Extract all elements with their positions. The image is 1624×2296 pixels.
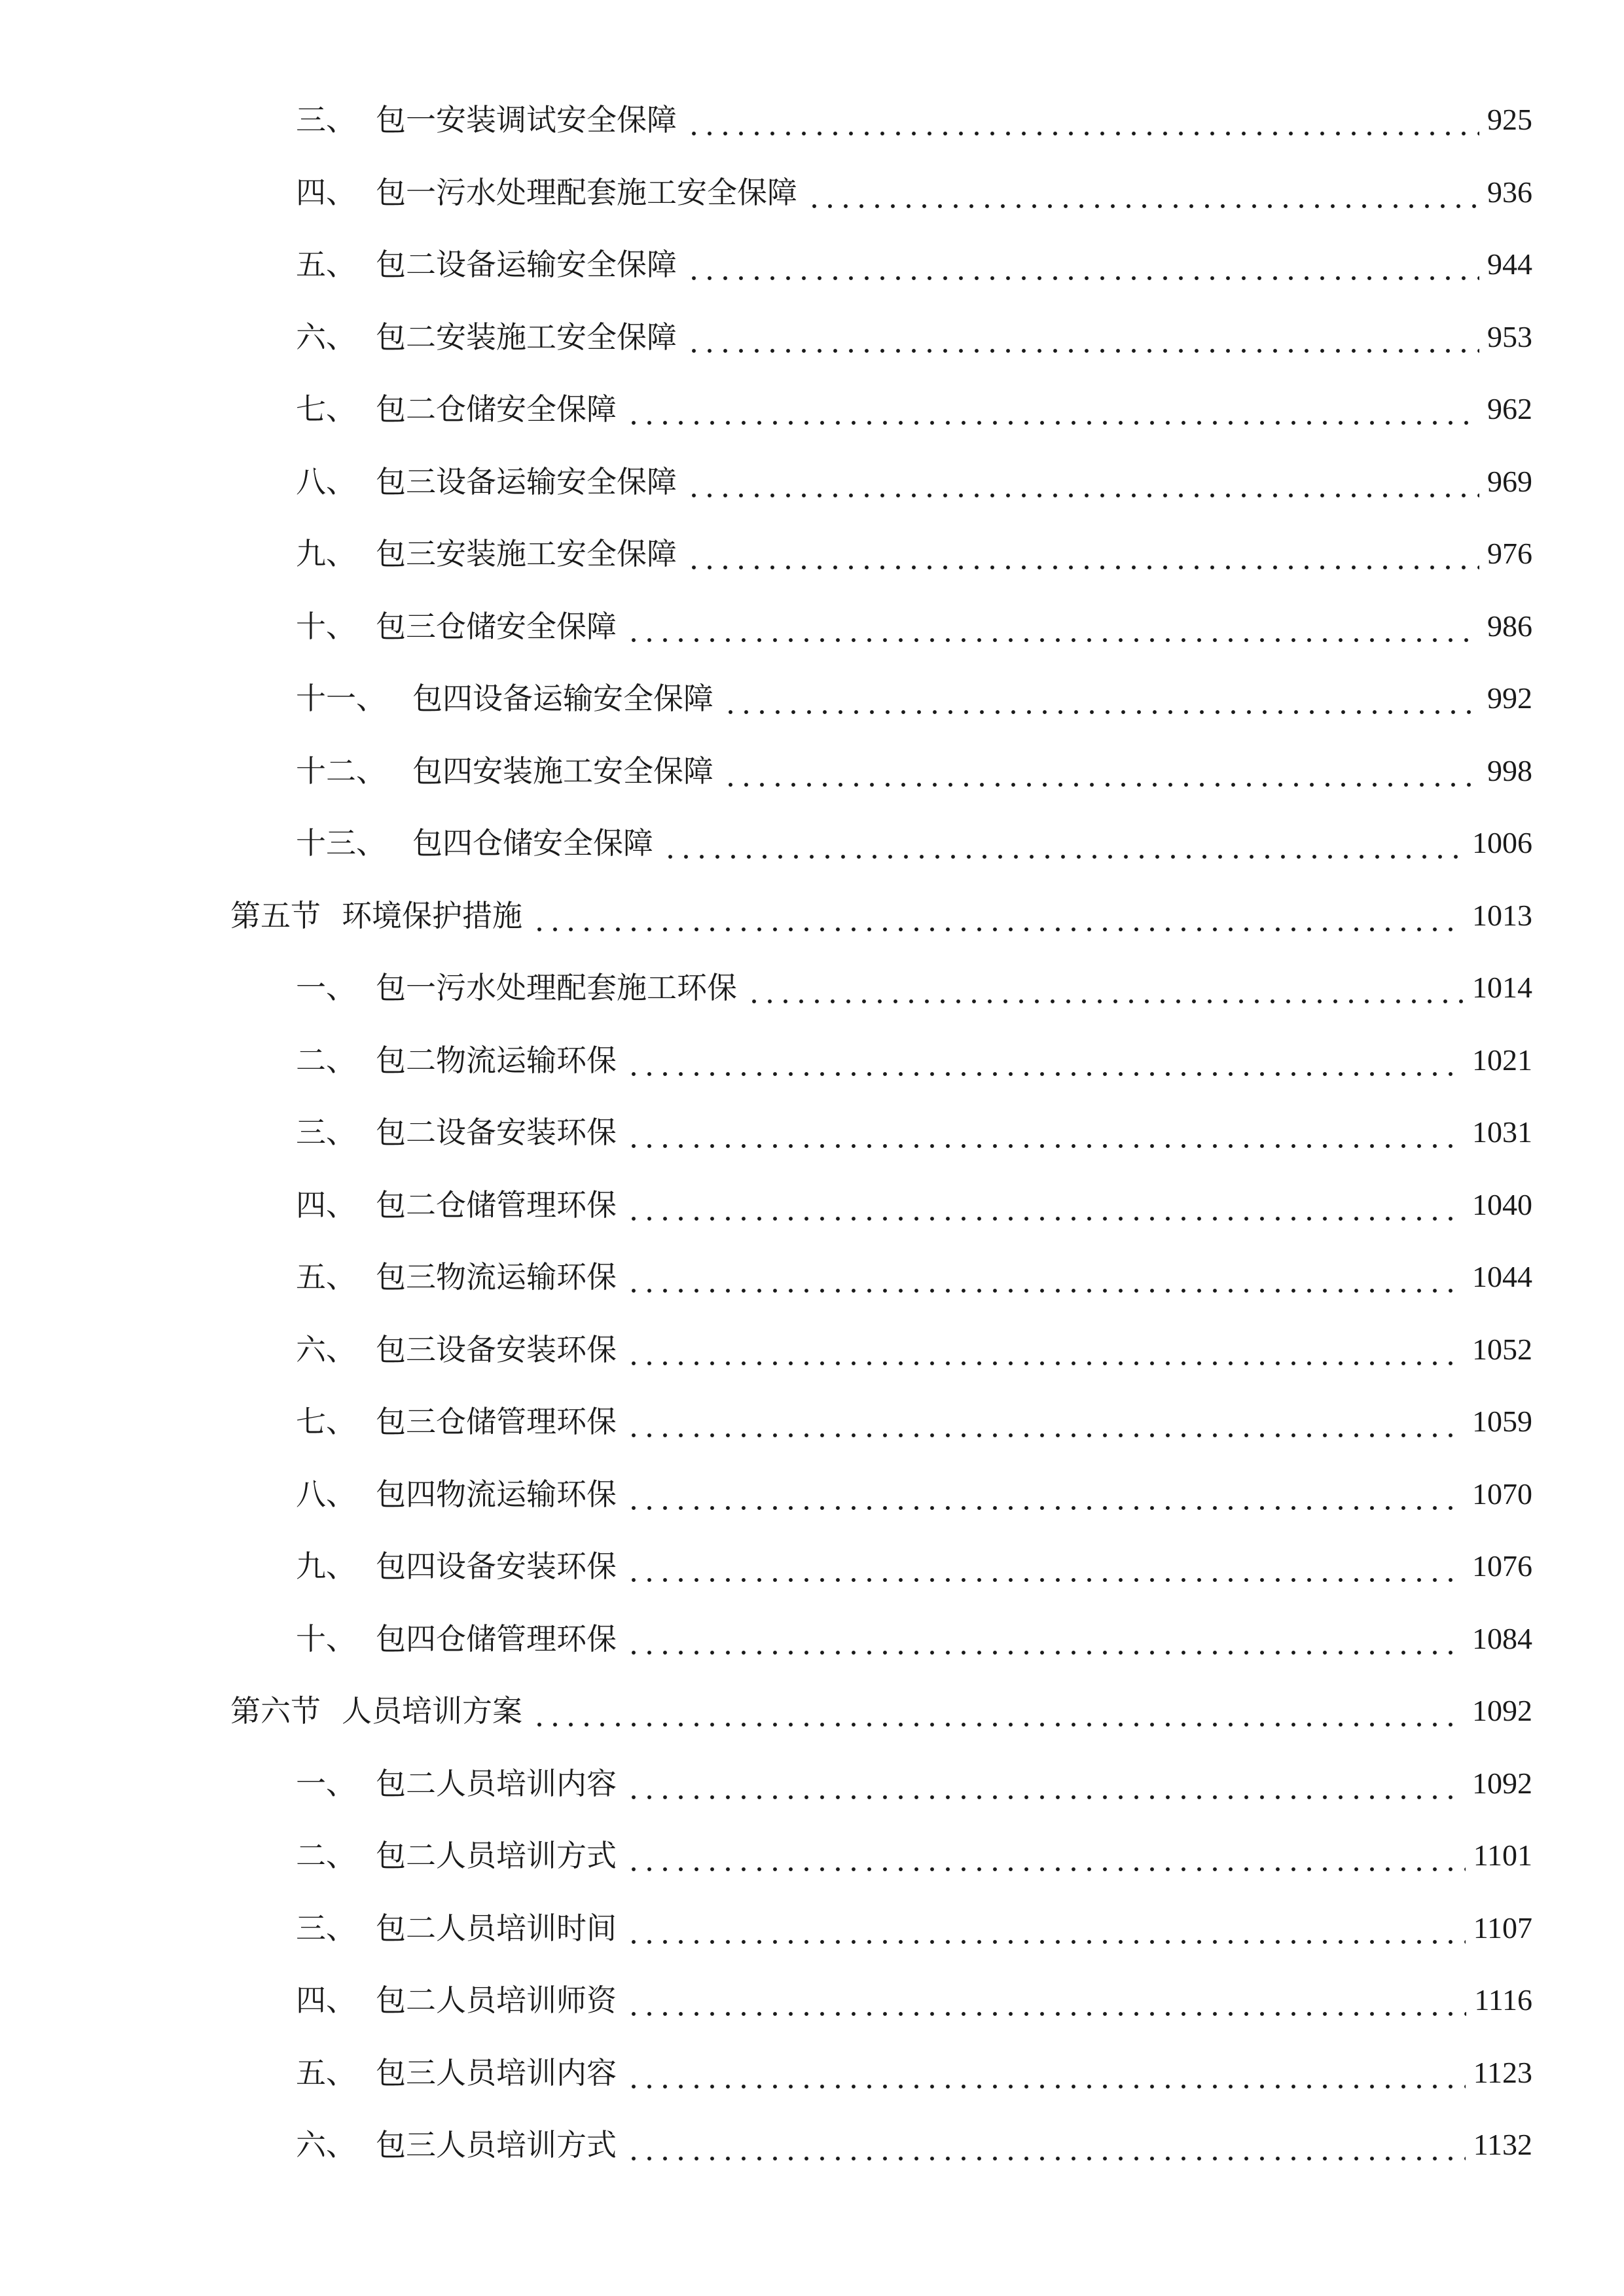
toc-entry-page-number: 1076 — [1472, 1549, 1532, 1583]
toc-entry-page-number: 1092 — [1472, 1694, 1532, 1727]
toc-entry-title: 包四物流运输环保 — [376, 1476, 617, 1512]
dot-leader — [626, 1609, 1464, 1668]
dot-leader — [626, 1899, 1466, 1958]
toc-entry[interactable] — [296, 1320, 1532, 1379]
toc-entry-title: 包二安装施工安全保障 — [376, 319, 677, 355]
toc-entry-page-number: 976 — [1487, 537, 1532, 570]
toc-entry[interactable] — [296, 1247, 1532, 1306]
toc-entry-title: 包三安装施工安全保障 — [376, 536, 677, 571]
toc-entry-page-number: 1059 — [1472, 1405, 1532, 1438]
toc-entry-title: 包三人员培训内容 — [376, 2054, 617, 2090]
dot-leader — [626, 380, 1479, 439]
dot-leader — [626, 1320, 1464, 1379]
toc-entry-number: 六、 — [296, 2127, 356, 2162]
toc-entry-title: 人员培训方案 — [342, 1693, 522, 1729]
toc-entry-page-number: 944 — [1487, 247, 1532, 281]
toc-entry-number: 三、 — [296, 1910, 356, 1946]
toc-entry-number: 七、 — [296, 391, 356, 427]
toc-entry[interactable] — [296, 1754, 1532, 1813]
dot-leader — [686, 235, 1479, 294]
dot-leader — [746, 958, 1464, 1017]
dot-leader — [626, 2115, 1466, 2174]
toc-entry-page-number: 925 — [1487, 103, 1532, 136]
dot-leader — [686, 524, 1479, 583]
toc-entry-number: 一、 — [296, 1765, 356, 1801]
toc-entry-title: 包二人员培训方式 — [376, 1838, 617, 1873]
toc-entry-number: 二、 — [296, 1042, 356, 1078]
toc-entry[interactable] — [296, 1826, 1532, 1885]
toc-entry[interactable] — [296, 2043, 1532, 2102]
toc-entry-number: 五、 — [296, 1259, 356, 1295]
dot-leader — [626, 1754, 1464, 1813]
toc-entry[interactable] — [296, 1031, 1532, 1090]
toc-entry-page-number: 1116 — [1474, 1983, 1532, 2017]
toc-entry[interactable] — [296, 958, 1532, 1017]
toc-entry-page-number: 1092 — [1472, 1766, 1532, 1800]
toc-entry-page-number: 1084 — [1472, 1621, 1532, 1655]
dot-leader — [532, 886, 1464, 945]
dot-leader — [626, 1392, 1464, 1451]
dot-leader — [686, 308, 1479, 367]
toc-entry-number: 第五节 — [230, 897, 321, 933]
toc-entry-title: 包二仓储管理环保 — [376, 1187, 617, 1223]
toc-entry-number: 第六节 — [230, 1693, 321, 1729]
toc-entry-title: 包四仓储安全保障 — [412, 825, 653, 861]
toc-entry-page-number: 1044 — [1472, 1260, 1532, 1293]
toc-entry-title: 包二人员培训内容 — [376, 1765, 617, 1801]
toc-entry-page-number: 1132 — [1473, 2128, 1532, 2161]
toc-entry-title: 包四安装施工安全保障 — [412, 753, 713, 789]
toc-entry[interactable] — [296, 163, 1532, 222]
toc-entry[interactable] — [296, 1971, 1532, 2030]
toc-entry-page-number: 1123 — [1473, 2055, 1532, 2089]
toc-entry-title: 包一安装调试安全保障 — [376, 102, 677, 137]
toc-entry-title: 包二人员培训师资 — [376, 1982, 617, 2018]
toc-entry-number: 四、 — [296, 1187, 356, 1223]
dot-leader — [626, 1247, 1464, 1306]
toc-entry-number: 十二、 — [296, 753, 386, 789]
toc-entry[interactable] — [296, 1465, 1532, 1524]
toc-entry-page-number: 1101 — [1473, 1839, 1532, 1872]
toc-entry-number: 十一、 — [296, 681, 386, 716]
toc-entry-page-number: 953 — [1487, 319, 1532, 353]
dot-leader — [626, 1465, 1464, 1524]
dot-leader — [626, 2043, 1466, 2102]
dot-leader — [686, 90, 1479, 149]
toc-entry[interactable] — [296, 1103, 1532, 1162]
toc-entry-number: 四、 — [296, 1982, 356, 2018]
toc-entry[interactable] — [296, 452, 1532, 511]
toc-entry-page-number: 1040 — [1472, 1187, 1532, 1221]
toc-entry-page-number: 1021 — [1472, 1043, 1532, 1077]
toc-entry-number: 八、 — [296, 1476, 356, 1512]
dot-leader — [626, 1826, 1466, 1885]
dot-leader — [626, 1971, 1466, 2030]
toc-entry-title: 包二设备安装环保 — [376, 1115, 617, 1150]
toc-entry-page-number: 986 — [1487, 609, 1532, 643]
toc-section-entry[interactable] — [230, 1681, 1532, 1740]
toc-entry-number: 五、 — [296, 247, 356, 282]
toc-entry-title: 包二物流运输环保 — [376, 1042, 617, 1078]
toc-entry-number: 三、 — [296, 102, 356, 137]
toc-entry-page-number: 1006 — [1472, 826, 1532, 859]
toc-entry-title: 包二仓储安全保障 — [376, 391, 617, 427]
toc-entry[interactable] — [296, 308, 1532, 367]
toc-entry-page-number: 998 — [1487, 753, 1532, 787]
toc-entry-number: 十、 — [296, 1621, 356, 1657]
toc-entry-title: 包三物流运输环保 — [376, 1259, 617, 1295]
dot-leader — [662, 814, 1464, 872]
toc-entry[interactable] — [296, 235, 1532, 294]
toc-entry-title: 包四设备运输安全保障 — [412, 681, 713, 716]
toc-entry-title: 包三人员培训方式 — [376, 2127, 617, 2162]
dot-leader — [626, 597, 1479, 656]
toc-entry-number: 一、 — [296, 970, 356, 1005]
toc-entry-title: 包二设备运输安全保障 — [376, 247, 677, 282]
toc-entry[interactable] — [296, 2115, 1532, 2174]
toc-entry-title: 包四设备安装环保 — [376, 1549, 617, 1584]
toc-entry-number: 六、 — [296, 319, 356, 355]
dot-leader — [626, 1537, 1464, 1596]
toc-entry-number: 九、 — [296, 1549, 356, 1584]
toc-entry-number: 十、 — [296, 608, 356, 644]
toc-entry[interactable] — [296, 669, 1532, 728]
toc-entry-title: 包二人员培训时间 — [376, 1910, 617, 1946]
dot-leader — [723, 669, 1479, 728]
toc-entry[interactable] — [296, 524, 1532, 583]
toc-entry-number: 九、 — [296, 536, 356, 571]
toc-entry-title: 包一污水处理配套施工安全保障 — [376, 174, 797, 210]
toc-entry-number: 五、 — [296, 2054, 356, 2090]
toc-entry[interactable] — [296, 1537, 1532, 1596]
toc-entry-page-number: 969 — [1487, 464, 1532, 498]
toc-entry[interactable] — [296, 1609, 1532, 1668]
toc-entry[interactable] — [296, 1899, 1532, 1958]
toc-entry-number: 二、 — [296, 1838, 356, 1873]
toc-entry[interactable] — [296, 742, 1532, 800]
toc-entry-number: 八、 — [296, 463, 356, 499]
toc-entry-page-number: 1070 — [1472, 1477, 1532, 1511]
toc-entry-number: 六、 — [296, 1331, 356, 1367]
dot-leader — [532, 1681, 1464, 1740]
toc-entry-title: 包三设备运输安全保障 — [376, 463, 677, 499]
toc-entry-number: 七、 — [296, 1404, 356, 1439]
toc-entry-title: 包一污水处理配套施工环保 — [376, 970, 737, 1005]
dot-leader — [686, 452, 1479, 511]
toc-entry[interactable] — [296, 1175, 1532, 1234]
dot-leader — [626, 1103, 1464, 1162]
toc-entry-page-number: 936 — [1487, 175, 1532, 209]
toc-entry-page-number: 1013 — [1472, 898, 1532, 932]
dot-leader — [626, 1175, 1464, 1234]
toc-entry[interactable] — [296, 597, 1532, 656]
toc-entry-page-number: 1031 — [1472, 1115, 1532, 1149]
toc-entry-title: 包三仓储安全保障 — [376, 608, 617, 644]
toc-entry-page-number: 1052 — [1472, 1332, 1532, 1366]
toc-entry-title: 包四仓储管理环保 — [376, 1621, 617, 1657]
toc-entry[interactable] — [296, 380, 1532, 439]
toc-entry-number: 三、 — [296, 1115, 356, 1150]
toc-section-entry[interactable] — [230, 886, 1532, 945]
toc-entry-title: 环境保护措施 — [342, 897, 522, 933]
toc-entry-page-number: 1014 — [1472, 971, 1532, 1004]
toc-entry-number: 十三、 — [296, 825, 386, 861]
toc-entry-page-number: 992 — [1487, 681, 1532, 715]
toc-entry[interactable] — [296, 814, 1532, 872]
toc-entry-page-number: 962 — [1487, 392, 1532, 425]
dot-leader — [626, 1031, 1464, 1090]
toc-entry[interactable] — [296, 1392, 1532, 1451]
toc-entry[interactable] — [296, 90, 1532, 149]
toc-entry-title: 包三仓储管理环保 — [376, 1404, 617, 1439]
toc-entry-title: 包三设备安装环保 — [376, 1331, 617, 1367]
dot-leader — [723, 742, 1479, 800]
toc-entry-number: 四、 — [296, 174, 356, 210]
dot-leader — [806, 163, 1479, 222]
toc-entry-page-number: 1107 — [1473, 1910, 1532, 1945]
